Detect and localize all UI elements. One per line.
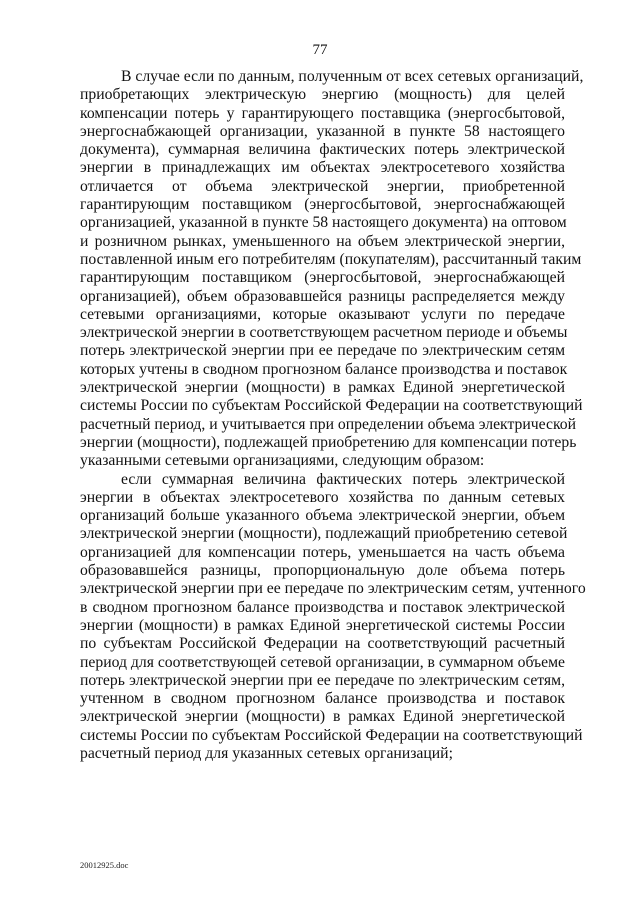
document-body bbox=[80, 68, 586, 763]
paragraph-2 bbox=[80, 470, 586, 764]
paragraph-1 bbox=[80, 68, 584, 471]
text-line: образовавшейся разницы, пропорциональную доле объема потерь bbox=[80, 562, 565, 580]
text-line: гарантирующим поставщиком (энергосбытовой, энергоснабжающей bbox=[80, 196, 565, 214]
text-line: по субъектам Российской Федерации на соответствующий расчетный bbox=[80, 635, 565, 653]
text-line: электрической энергии при ее передаче по электрическим сетям, учтенного bbox=[80, 580, 586, 598]
text-line: сетевыми организациями, которые оказывают услуги по передаче bbox=[80, 305, 565, 323]
text-line: указанными сетевыми организациями, следующим образом: bbox=[80, 452, 485, 470]
text-line: системы России по субъектам Российской Федерации на соответствующий bbox=[80, 726, 583, 744]
text-line: период для соответствующей сетевой организации, в суммарном объеме bbox=[80, 653, 566, 671]
text-line: организацией), объем образовавшейся разницы распределяется между bbox=[80, 287, 565, 305]
text-line: организацией для компенсации потерь, уменьшается на часть объема bbox=[80, 543, 565, 561]
text-line: энергии (мощности) в рамках Единой энергетической системы России bbox=[80, 616, 565, 634]
text-line: энергоснабжающей организации, указанной в пункте 58 настоящего bbox=[80, 122, 565, 140]
text-line: организаций больше указанного объема электрической энергии, объем bbox=[80, 507, 565, 525]
text-line: поставленной иным его потребителям (покупателям), рассчитанный таким bbox=[80, 250, 582, 268]
text-line: документа), суммарная величина фактических потерь электрической bbox=[80, 141, 565, 159]
text-line: энергии в принадлежащих им объектах электросетевого хозяйства bbox=[80, 159, 565, 177]
text-line: если суммарная величина фактических потерь электрической bbox=[121, 470, 565, 488]
text-line: электрической энергии (мощности) в рамках Единой энергетической bbox=[80, 379, 565, 397]
text-line: и розничном рынках, уменьшенного на объем электрической энергии, bbox=[80, 232, 565, 250]
text-line: отличается от объема электрической энергии, приобретенной bbox=[80, 177, 565, 195]
text-line: гарантирующим поставщиком (энергосбытовой, энергоснабжающей bbox=[80, 269, 565, 287]
text-line: расчетный период для указанных сетевых организаций; bbox=[80, 744, 453, 762]
text-line: системы России по субъектам Российской Федерации на соответствующий bbox=[80, 397, 583, 415]
text-line: электрической энергии в соответствующем расчетном периоде и объемы bbox=[80, 324, 568, 342]
text-line: энергии (мощности), подлежащей приобретению для компенсации потерь bbox=[80, 433, 577, 451]
text-line: в сводном прогнозном балансе производства и поставок электрической bbox=[80, 598, 565, 616]
page-number: 77 bbox=[312, 42, 328, 58]
text-line: В случае если по данным, полученным от всех сетевых организаций, bbox=[121, 68, 584, 85]
text-line: учтенном в сводном прогнозном балансе производства и поставок bbox=[80, 690, 565, 708]
text-line: приобретающих электрическую энергию (мощность) для целей bbox=[80, 86, 565, 104]
text-line: которых учтены в сводном прогнозном балансе производства и поставок bbox=[80, 360, 568, 378]
text-line: электрической энергии (мощности) в рамках Единой энергетической bbox=[80, 708, 565, 726]
text-line: компенсации потерь у гарантирующего поставщика (энергосбытовой, bbox=[80, 104, 565, 122]
text-line: расчетный период, и учитывается при определении объема электрической bbox=[80, 415, 577, 433]
text-line: потерь электрической энергии при ее передаче по электрическим сетям, bbox=[80, 671, 565, 689]
footer-filename: 20012925.doc bbox=[80, 860, 129, 870]
text-line: потерь электрической энергии при ее передаче по электрическим сетям bbox=[80, 342, 565, 360]
text-line: организацией, указанной в пункте 58 настоящего документа) на оптовом bbox=[80, 214, 567, 232]
text-line: электрической энергии (мощности), подлежащий приобретению сетевой bbox=[80, 525, 568, 543]
text-line: энергии в объектах электросетевого хозяйства по данным сетевых bbox=[80, 488, 565, 506]
